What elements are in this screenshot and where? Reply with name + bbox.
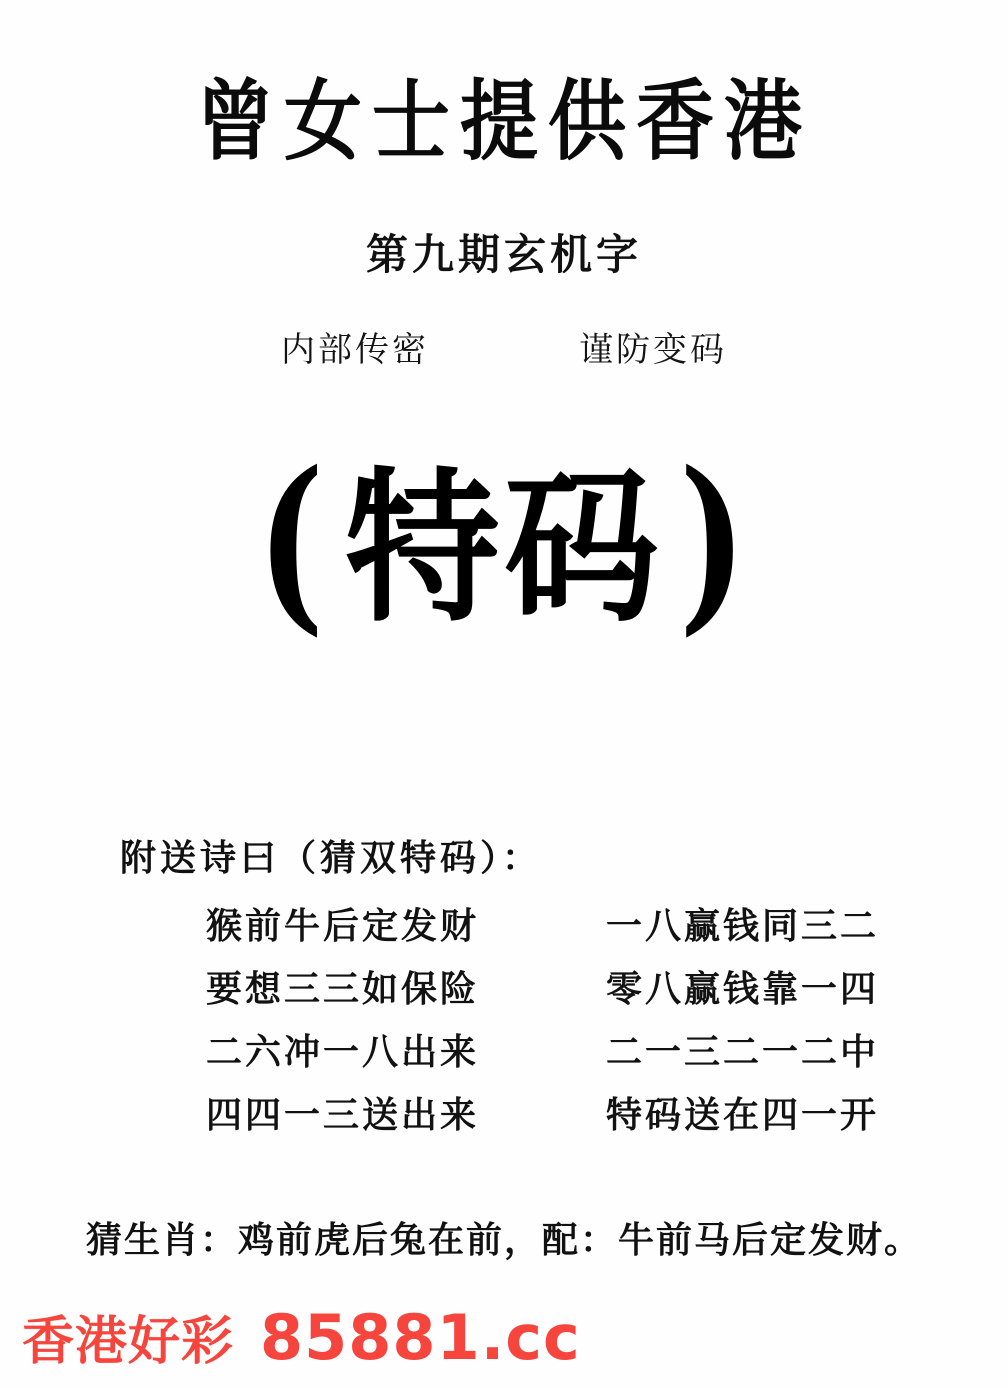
- poem-row: [206, 961, 946, 1012]
- poem-row: [206, 1024, 946, 1075]
- poem-heading: 附送诗曰（猜双特码）：: [120, 837, 543, 879]
- feature-word: 特码: [345, 450, 663, 645]
- footer-watermark: [22, 1299, 581, 1374]
- subline-right-text: 谨防变码: [579, 330, 727, 370]
- left-bracket: (: [257, 429, 330, 653]
- right-bracket: ): [678, 429, 751, 653]
- poem-left-text: 二六冲一八出来: [206, 1031, 480, 1073]
- poem-left-text: 猴前牛后定发财: [206, 905, 480, 947]
- subline-left-text: 内部传密: [281, 330, 429, 370]
- poem-left-text: 要想三三如保险: [206, 968, 480, 1010]
- subline: [0, 322, 1008, 371]
- poem-table: [206, 898, 946, 1150]
- issue-title: 第九期玄机字: [365, 230, 642, 279]
- poem-left-text: 四四一三送出来: [206, 1094, 480, 1136]
- footer-url[interactable]: 85881.cc: [260, 1301, 581, 1374]
- poem-right-text: 特码送在四一开: [606, 1094, 880, 1136]
- poem-right-text: 零八赢钱靠一四: [606, 968, 880, 1010]
- poem-right-text: 一八赢钱同三二: [606, 905, 880, 947]
- poem-row: [206, 1087, 946, 1138]
- page-title: 曾女士提供香港: [195, 71, 812, 173]
- poem-right-text: 二一三二一二中: [606, 1031, 880, 1073]
- feature-word-block: [0, 429, 1008, 653]
- footer-brand: 香港好彩: [22, 1312, 235, 1372]
- poem-row: [206, 898, 946, 949]
- zodiac-line: 猜生肖：鸡前虎后兔在前，配：牛前马后定发财。: [85, 1219, 922, 1261]
